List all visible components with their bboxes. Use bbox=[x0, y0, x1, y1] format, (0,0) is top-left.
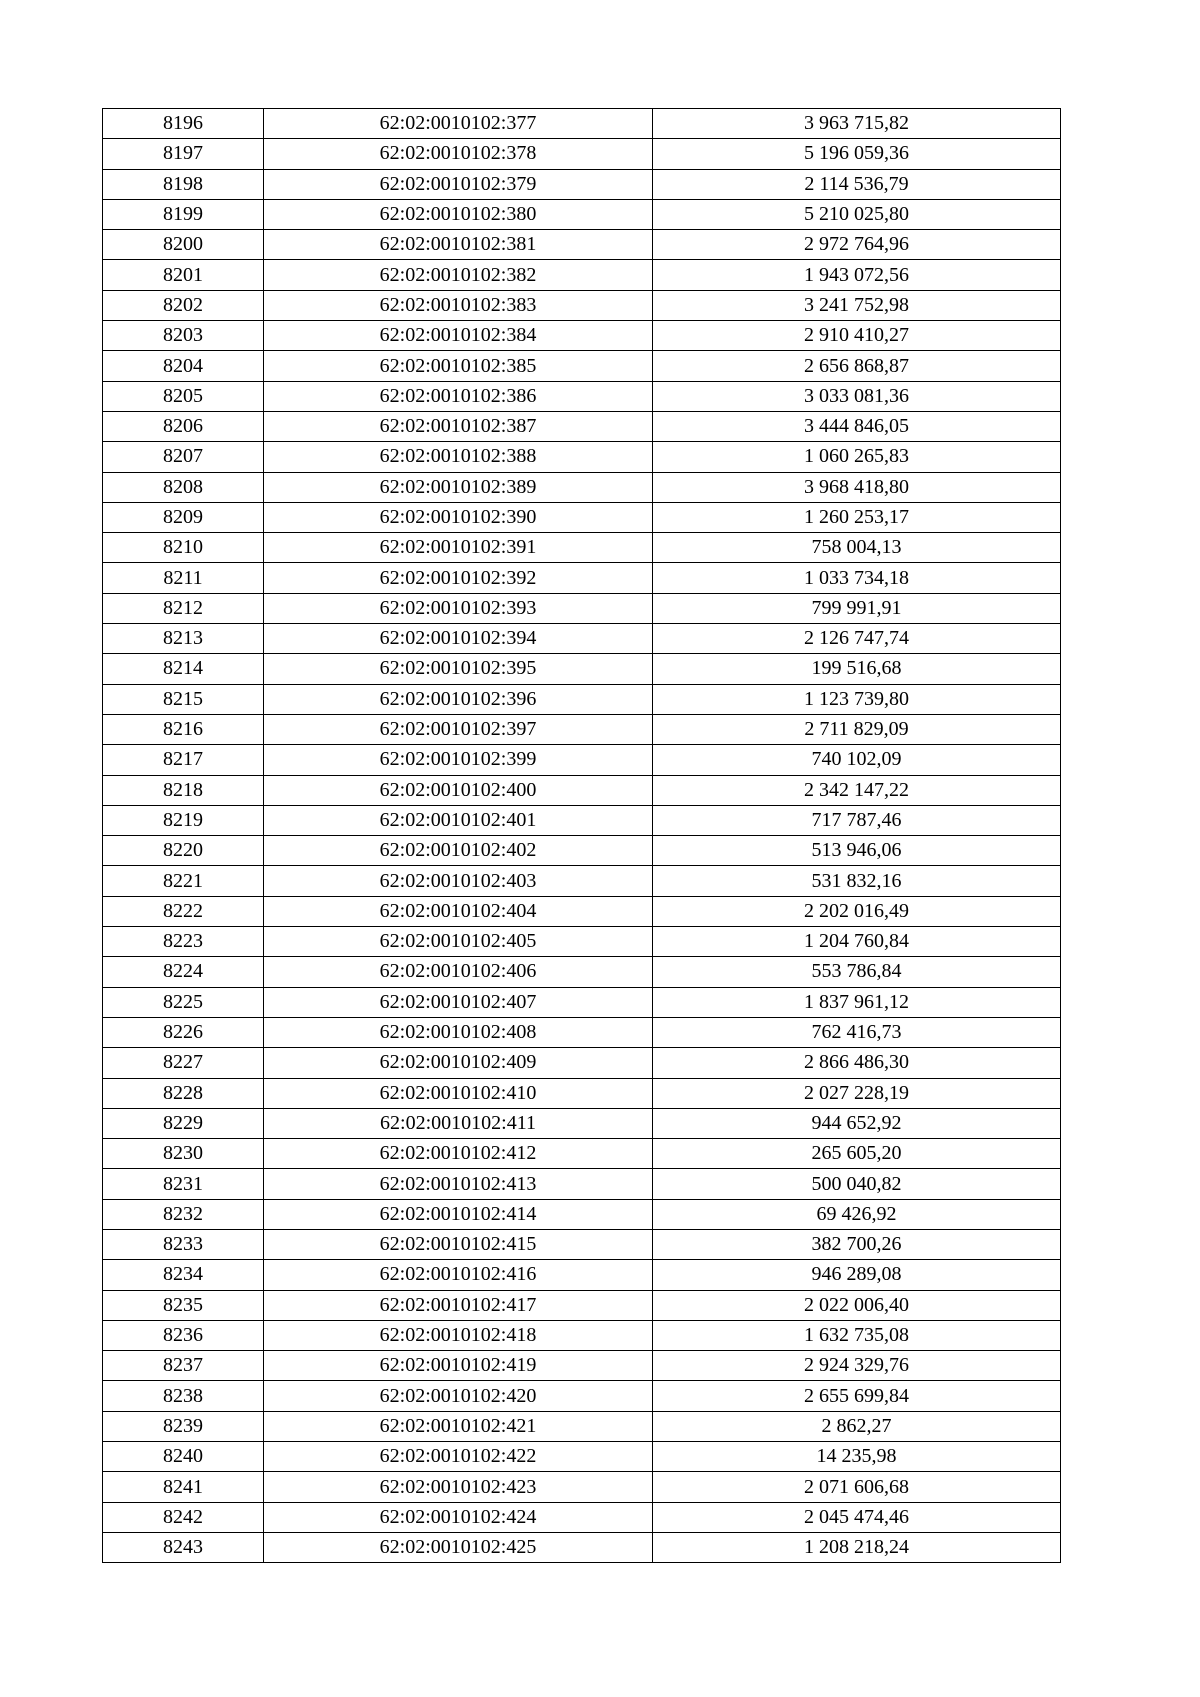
cadastral-number-cell: 62:02:0010102:386 bbox=[264, 381, 653, 411]
cadastral-number-cell: 62:02:0010102:405 bbox=[264, 927, 653, 957]
row-number-cell: 8223 bbox=[103, 927, 264, 957]
table-row bbox=[103, 1078, 1061, 1108]
cadastral-value-cell: 2 656 868,87 bbox=[653, 351, 1061, 381]
table-row bbox=[103, 199, 1061, 229]
row-number-cell: 8206 bbox=[103, 411, 264, 441]
row-number-cell: 8226 bbox=[103, 1017, 264, 1047]
cadastral-value-cell: 1 260 253,17 bbox=[653, 502, 1061, 532]
cadastral-value-cell: 2 655 699,84 bbox=[653, 1381, 1061, 1411]
table-row bbox=[103, 745, 1061, 775]
row-number-cell: 8210 bbox=[103, 533, 264, 563]
cadastral-value-cell: 1 204 760,84 bbox=[653, 927, 1061, 957]
cadastral-number-cell: 62:02:0010102:392 bbox=[264, 563, 653, 593]
cadastral-value-cell: 2 972 764,96 bbox=[653, 230, 1061, 260]
cadastral-number-cell: 62:02:0010102:402 bbox=[264, 836, 653, 866]
cadastral-number-cell: 62:02:0010102:384 bbox=[264, 321, 653, 351]
row-number-cell: 8242 bbox=[103, 1502, 264, 1532]
table-row bbox=[103, 1229, 1061, 1259]
row-number-cell: 8234 bbox=[103, 1260, 264, 1290]
cadastral-number-cell: 62:02:0010102:412 bbox=[264, 1139, 653, 1169]
table-row bbox=[103, 169, 1061, 199]
table-row bbox=[103, 1320, 1061, 1350]
cadastral-number-cell: 62:02:0010102:421 bbox=[264, 1411, 653, 1441]
cadastral-value-cell: 2 126 747,74 bbox=[653, 624, 1061, 654]
row-number-cell: 8215 bbox=[103, 684, 264, 714]
table-row bbox=[103, 1472, 1061, 1502]
row-number-cell: 8217 bbox=[103, 745, 264, 775]
table-row bbox=[103, 1381, 1061, 1411]
table-row bbox=[103, 836, 1061, 866]
table-row bbox=[103, 654, 1061, 684]
cadastral-value-cell: 2 862,27 bbox=[653, 1411, 1061, 1441]
cadastral-value-cell: 946 289,08 bbox=[653, 1260, 1061, 1290]
cadastral-number-cell: 62:02:0010102:397 bbox=[264, 714, 653, 744]
table-row bbox=[103, 866, 1061, 896]
cadastral-value-cell: 2 342 147,22 bbox=[653, 775, 1061, 805]
row-number-cell: 8197 bbox=[103, 139, 264, 169]
table-row bbox=[103, 1017, 1061, 1047]
cadastral-number-cell: 62:02:0010102:413 bbox=[264, 1169, 653, 1199]
row-number-cell: 8203 bbox=[103, 321, 264, 351]
cadastral-number-cell: 62:02:0010102:401 bbox=[264, 805, 653, 835]
row-number-cell: 8231 bbox=[103, 1169, 264, 1199]
cadastral-number-cell: 62:02:0010102:382 bbox=[264, 260, 653, 290]
cadastral-value-cell: 740 102,09 bbox=[653, 745, 1061, 775]
cadastral-value-cell: 3 033 081,36 bbox=[653, 381, 1061, 411]
cadastral-value-cell: 1 123 739,80 bbox=[653, 684, 1061, 714]
cadastral-value-cell: 5 210 025,80 bbox=[653, 199, 1061, 229]
table-row bbox=[103, 411, 1061, 441]
table-row bbox=[103, 927, 1061, 957]
row-number-cell: 8204 bbox=[103, 351, 264, 381]
cadastral-value-cell: 2 027 228,19 bbox=[653, 1078, 1061, 1108]
table-row bbox=[103, 957, 1061, 987]
table-row bbox=[103, 1442, 1061, 1472]
cadastral-number-cell: 62:02:0010102:383 bbox=[264, 290, 653, 320]
table-row bbox=[103, 351, 1061, 381]
row-number-cell: 8237 bbox=[103, 1351, 264, 1381]
row-number-cell: 8240 bbox=[103, 1442, 264, 1472]
row-number-cell: 8224 bbox=[103, 957, 264, 987]
cadastral-number-cell: 62:02:0010102:420 bbox=[264, 1381, 653, 1411]
cadastral-value-cell: 758 004,13 bbox=[653, 533, 1061, 563]
cadastral-number-cell: 62:02:0010102:381 bbox=[264, 230, 653, 260]
cadastral-number-cell: 62:02:0010102:411 bbox=[264, 1108, 653, 1138]
cadastral-number-cell: 62:02:0010102:389 bbox=[264, 472, 653, 502]
cadastral-value-cell: 1 632 735,08 bbox=[653, 1320, 1061, 1350]
cadastral-value-cell: 513 946,06 bbox=[653, 836, 1061, 866]
table-row bbox=[103, 139, 1061, 169]
row-number-cell: 8196 bbox=[103, 109, 264, 139]
cadastral-number-cell: 62:02:0010102:399 bbox=[264, 745, 653, 775]
table-row bbox=[103, 987, 1061, 1017]
row-number-cell: 8232 bbox=[103, 1199, 264, 1229]
cadastral-value-cell: 382 700,26 bbox=[653, 1229, 1061, 1259]
cadastral-value-cell: 3 963 715,82 bbox=[653, 109, 1061, 139]
row-number-cell: 8202 bbox=[103, 290, 264, 320]
cadastral-number-cell: 62:02:0010102:403 bbox=[264, 866, 653, 896]
table-row bbox=[103, 1199, 1061, 1229]
table-row bbox=[103, 442, 1061, 472]
cadastral-number-cell: 62:02:0010102:423 bbox=[264, 1472, 653, 1502]
cadastral-value-cell: 500 040,82 bbox=[653, 1169, 1061, 1199]
cadastral-number-cell: 62:02:0010102:417 bbox=[264, 1290, 653, 1320]
row-number-cell: 8236 bbox=[103, 1320, 264, 1350]
cadastral-value-cell: 3 444 846,05 bbox=[653, 411, 1061, 441]
row-number-cell: 8219 bbox=[103, 805, 264, 835]
cadastral-value-cell: 717 787,46 bbox=[653, 805, 1061, 835]
table-row bbox=[103, 502, 1061, 532]
row-number-cell: 8205 bbox=[103, 381, 264, 411]
table-row bbox=[103, 593, 1061, 623]
table-row bbox=[103, 1532, 1061, 1562]
row-number-cell: 8218 bbox=[103, 775, 264, 805]
table-row bbox=[103, 896, 1061, 926]
table-row bbox=[103, 1048, 1061, 1078]
row-number-cell: 8211 bbox=[103, 563, 264, 593]
table-row bbox=[103, 533, 1061, 563]
cadastral-number-cell: 62:02:0010102:424 bbox=[264, 1502, 653, 1532]
cadastral-number-cell: 62:02:0010102:418 bbox=[264, 1320, 653, 1350]
cadastral-value-cell: 14 235,98 bbox=[653, 1442, 1061, 1472]
row-number-cell: 8235 bbox=[103, 1290, 264, 1320]
row-number-cell: 8199 bbox=[103, 199, 264, 229]
row-number-cell: 8198 bbox=[103, 169, 264, 199]
row-number-cell: 8230 bbox=[103, 1139, 264, 1169]
cadastral-number-cell: 62:02:0010102:394 bbox=[264, 624, 653, 654]
table-body bbox=[103, 109, 1061, 1563]
cadastral-value-table bbox=[102, 108, 1061, 1563]
cadastral-value-cell: 2 022 006,40 bbox=[653, 1290, 1061, 1320]
table-row bbox=[103, 290, 1061, 320]
cadastral-value-cell: 1 033 734,18 bbox=[653, 563, 1061, 593]
cadastral-number-cell: 62:02:0010102:408 bbox=[264, 1017, 653, 1047]
row-number-cell: 8239 bbox=[103, 1411, 264, 1441]
table-row bbox=[103, 1260, 1061, 1290]
row-number-cell: 8233 bbox=[103, 1229, 264, 1259]
table-row bbox=[103, 563, 1061, 593]
cadastral-value-cell: 531 832,16 bbox=[653, 866, 1061, 896]
cadastral-number-cell: 62:02:0010102:387 bbox=[264, 411, 653, 441]
cadastral-value-cell: 2 866 486,30 bbox=[653, 1048, 1061, 1078]
cadastral-value-cell: 199 516,68 bbox=[653, 654, 1061, 684]
cadastral-number-cell: 62:02:0010102:396 bbox=[264, 684, 653, 714]
table-row bbox=[103, 1169, 1061, 1199]
row-number-cell: 8243 bbox=[103, 1532, 264, 1562]
table-row bbox=[103, 714, 1061, 744]
cadastral-value-cell: 2 924 329,76 bbox=[653, 1351, 1061, 1381]
cadastral-number-cell: 62:02:0010102:414 bbox=[264, 1199, 653, 1229]
cadastral-value-cell: 2 071 606,68 bbox=[653, 1472, 1061, 1502]
cadastral-value-cell: 2 114 536,79 bbox=[653, 169, 1061, 199]
cadastral-number-cell: 62:02:0010102:407 bbox=[264, 987, 653, 1017]
cadastral-value-cell: 944 652,92 bbox=[653, 1108, 1061, 1138]
row-number-cell: 8229 bbox=[103, 1108, 264, 1138]
cadastral-number-cell: 62:02:0010102:393 bbox=[264, 593, 653, 623]
row-number-cell: 8221 bbox=[103, 866, 264, 896]
cadastral-value-cell: 3 241 752,98 bbox=[653, 290, 1061, 320]
cadastral-number-cell: 62:02:0010102:391 bbox=[264, 533, 653, 563]
table-row bbox=[103, 1502, 1061, 1532]
table-row bbox=[103, 321, 1061, 351]
row-number-cell: 8222 bbox=[103, 896, 264, 926]
table-row bbox=[103, 230, 1061, 260]
table-row bbox=[103, 1139, 1061, 1169]
row-number-cell: 8227 bbox=[103, 1048, 264, 1078]
cadastral-number-cell: 62:02:0010102:377 bbox=[264, 109, 653, 139]
table-row bbox=[103, 684, 1061, 714]
row-number-cell: 8213 bbox=[103, 624, 264, 654]
cadastral-value-cell: 2 045 474,46 bbox=[653, 1502, 1061, 1532]
cadastral-value-cell: 2 711 829,09 bbox=[653, 714, 1061, 744]
table-row bbox=[103, 624, 1061, 654]
cadastral-value-cell: 69 426,92 bbox=[653, 1199, 1061, 1229]
table-row bbox=[103, 1351, 1061, 1381]
cadastral-number-cell: 62:02:0010102:410 bbox=[264, 1078, 653, 1108]
cadastral-value-cell: 1 060 265,83 bbox=[653, 442, 1061, 472]
cadastral-value-cell: 1 837 961,12 bbox=[653, 987, 1061, 1017]
row-number-cell: 8212 bbox=[103, 593, 264, 623]
table-row bbox=[103, 1108, 1061, 1138]
cadastral-value-cell: 2 910 410,27 bbox=[653, 321, 1061, 351]
cadastral-number-cell: 62:02:0010102:406 bbox=[264, 957, 653, 987]
row-number-cell: 8207 bbox=[103, 442, 264, 472]
row-number-cell: 8208 bbox=[103, 472, 264, 502]
row-number-cell: 8241 bbox=[103, 1472, 264, 1502]
cadastral-number-cell: 62:02:0010102:378 bbox=[264, 139, 653, 169]
cadastral-number-cell: 62:02:0010102:415 bbox=[264, 1229, 653, 1259]
table-row bbox=[103, 109, 1061, 139]
row-number-cell: 8225 bbox=[103, 987, 264, 1017]
row-number-cell: 8201 bbox=[103, 260, 264, 290]
row-number-cell: 8220 bbox=[103, 836, 264, 866]
table-row bbox=[103, 1290, 1061, 1320]
row-number-cell: 8209 bbox=[103, 502, 264, 532]
cadastral-number-cell: 62:02:0010102:425 bbox=[264, 1532, 653, 1562]
cadastral-number-cell: 62:02:0010102:380 bbox=[264, 199, 653, 229]
cadastral-number-cell: 62:02:0010102:390 bbox=[264, 502, 653, 532]
table-row bbox=[103, 260, 1061, 290]
table-row bbox=[103, 1411, 1061, 1441]
row-number-cell: 8216 bbox=[103, 714, 264, 744]
cadastral-number-cell: 62:02:0010102:385 bbox=[264, 351, 653, 381]
cadastral-number-cell: 62:02:0010102:404 bbox=[264, 896, 653, 926]
cadastral-value-cell: 553 786,84 bbox=[653, 957, 1061, 987]
cadastral-number-cell: 62:02:0010102:416 bbox=[264, 1260, 653, 1290]
row-number-cell: 8228 bbox=[103, 1078, 264, 1108]
cadastral-value-cell: 1 208 218,24 bbox=[653, 1532, 1061, 1562]
table-row bbox=[103, 381, 1061, 411]
cadastral-value-cell: 762 416,73 bbox=[653, 1017, 1061, 1047]
cadastral-number-cell: 62:02:0010102:400 bbox=[264, 775, 653, 805]
row-number-cell: 8200 bbox=[103, 230, 264, 260]
cadastral-value-cell: 3 968 418,80 bbox=[653, 472, 1061, 502]
cadastral-number-cell: 62:02:0010102:395 bbox=[264, 654, 653, 684]
cadastral-number-cell: 62:02:0010102:409 bbox=[264, 1048, 653, 1078]
table-row bbox=[103, 472, 1061, 502]
cadastral-value-cell: 799 991,91 bbox=[653, 593, 1061, 623]
cadastral-number-cell: 62:02:0010102:419 bbox=[264, 1351, 653, 1381]
cadastral-value-cell: 265 605,20 bbox=[653, 1139, 1061, 1169]
cadastral-number-cell: 62:02:0010102:388 bbox=[264, 442, 653, 472]
cadastral-number-cell: 62:02:0010102:379 bbox=[264, 169, 653, 199]
cadastral-number-cell: 62:02:0010102:422 bbox=[264, 1442, 653, 1472]
cadastral-value-cell: 2 202 016,49 bbox=[653, 896, 1061, 926]
table-row bbox=[103, 805, 1061, 835]
table-row bbox=[103, 775, 1061, 805]
cadastral-value-cell: 1 943 072,56 bbox=[653, 260, 1061, 290]
row-number-cell: 8238 bbox=[103, 1381, 264, 1411]
cadastral-value-cell: 5 196 059,36 bbox=[653, 139, 1061, 169]
row-number-cell: 8214 bbox=[103, 654, 264, 684]
